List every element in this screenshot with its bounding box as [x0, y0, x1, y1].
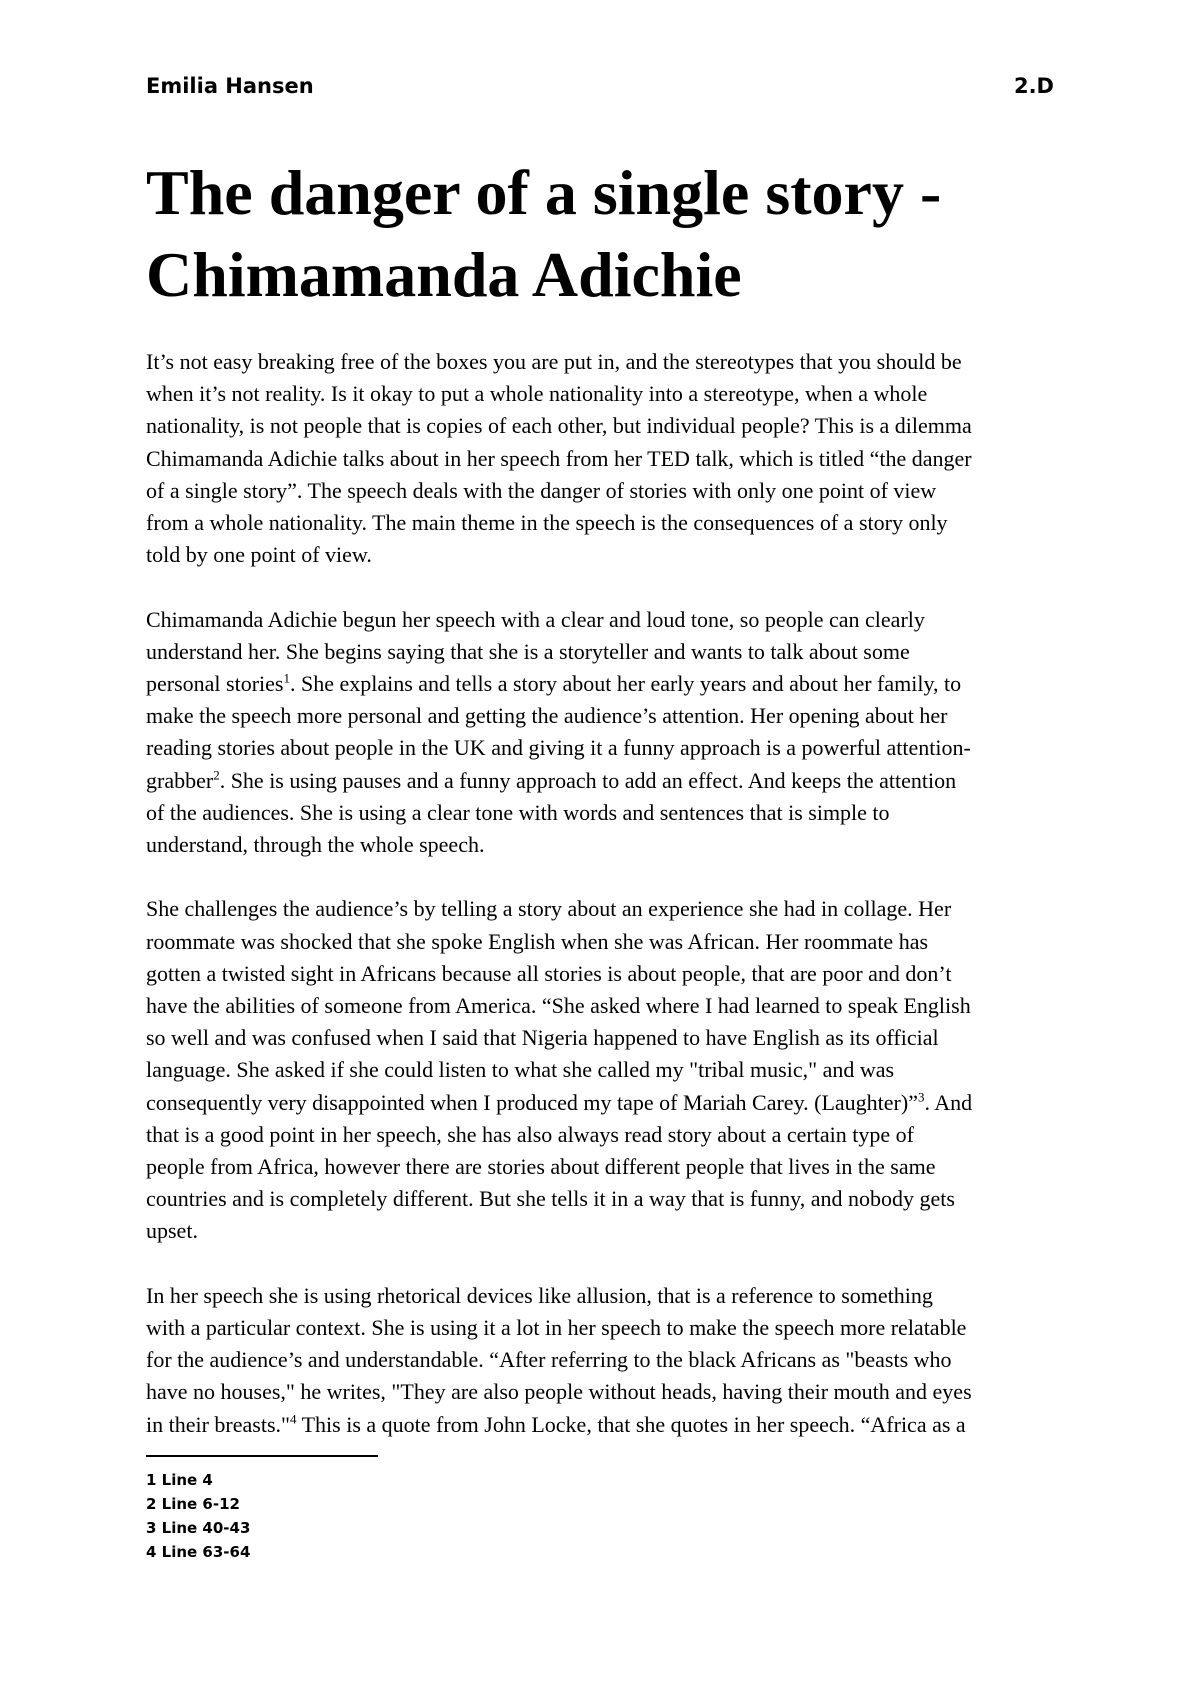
footnote-ref-3: 3 [917, 1089, 925, 1105]
text-segment: . She is using pauses and a funny approach to add an effect. And keeps the attention [219, 767, 957, 793]
footnotes [146, 1468, 250, 1564]
class-label: 2.D [1013, 74, 1054, 98]
text-line: understand, through the whole speech. [146, 832, 485, 858]
footnote-item: 4 Line 63-64 [146, 1543, 251, 1561]
author-name: Emilia Hansen [146, 74, 314, 98]
text-line: It’s not easy breaking free of the boxes you are put in, and the stereotypes that you should be [146, 349, 962, 374]
text-line: people from Africa, however there are stories about different people that lives in the same [146, 1154, 936, 1180]
text-line: of the audiences. She is using a clear tone with words and sentences that is simple to [146, 799, 890, 825]
text-line: when it’s not reality. Is it okay to put a whole nationality into a stereotype, when a whole [146, 381, 928, 407]
text-line: reading stories about people in the UK and giving it a funny approach is a powerful attention- [146, 735, 971, 761]
footnote-separator [146, 1455, 378, 1457]
text-segment: in their breasts." [146, 1411, 290, 1437]
footnote-item: 2 Line 6-12 [146, 1495, 240, 1513]
text-segment: grabber [146, 767, 214, 793]
text-line [146, 668, 1066, 700]
footnote-ref-2: 2 [213, 767, 220, 783]
text-line: make the speech more personal and getting the audience’s attention. Her opening about her [146, 703, 948, 729]
text-line: from a whole nationality. The main theme in the speech is the consequences of a story only [146, 510, 948, 536]
text-line: have the abilities of someone from America. “She asked where I had learned to speak English [146, 993, 971, 1019]
text-line: that is a good point in her speech, she has also always read story about a certain type of [146, 1121, 914, 1147]
title-line-1: The danger of a single story - [146, 157, 942, 228]
text-line: have no houses," he writes, "They are also people without heads, having their mouth and eyes [146, 1379, 972, 1405]
footnote-ref-4: 4 [290, 1411, 297, 1427]
text-line: gotten a twisted sight in Africans because all stories is about people, that are poor and don’t [146, 960, 952, 986]
text-line [146, 765, 1066, 797]
text-line: countries and is completely different. But she tells it in a way that is funny, and nobody gets [146, 1186, 955, 1212]
text-line [146, 1409, 1066, 1441]
text-line: language. She asked if she could listen to what she called my "tribal music," and was [146, 1057, 895, 1083]
text-line: nationality, is not people that is copies of each other, but individual people? This is a dilemma [146, 413, 972, 439]
text-line: with a particular context. She is using it a lot in her speech to make the speech more relatable [146, 1315, 967, 1341]
text-segment: This is a quote from John Locke, that she quotes in her speech. “Africa as a [296, 1411, 966, 1437]
text-line: told by one point of view. [146, 542, 372, 568]
text-line: of a single story”. The speech deals with the danger of stories with only one point of view [146, 477, 937, 503]
paragraph-intro [146, 346, 1066, 571]
footnote-ref-1: 1 [283, 670, 290, 686]
text-line: Chimamanda Adichie begun her speech with a clear and loud tone, so people can clearly [146, 606, 925, 632]
text-segment: . And [924, 1089, 973, 1115]
paragraph-delivery [146, 604, 1066, 862]
document-title [146, 152, 1086, 316]
text-line: so well and was confused when I said that Nigeria happened to have English as its official [146, 1025, 939, 1051]
paragraph-roommate [146, 893, 1066, 1247]
text-segment: personal stories [146, 671, 284, 697]
text-line: She challenges the audience’s by telling a story about an experience she had in collage. Her [146, 896, 952, 922]
text-line: Chimamanda Adichie talks about in her speech from her TED talk, which is titled “the danger [146, 445, 972, 471]
footnote-item: 3 Line 40-43 [146, 1519, 251, 1537]
text-line: for the audience’s and understandable. “After referring to the black Africans as "beasts who [146, 1347, 952, 1373]
text-line: understand her. She begins saying that she is a storyteller and wants to talk about some [146, 638, 910, 664]
footnote-item: 1 Line 4 [146, 1471, 213, 1489]
text-segment: . She explains and tells a story about her early years and about her family, to [289, 671, 962, 697]
text-line: upset. [146, 1218, 198, 1244]
text-line [146, 1087, 1066, 1119]
title-line-2: Chimamanda Adichie [146, 239, 742, 310]
paragraph-rhetoric [146, 1280, 1066, 1441]
page-header [146, 72, 1054, 100]
essay-body [146, 346, 1066, 1473]
text-line: In her speech she is using rhetorical devices like allusion, that is a reference to something [146, 1282, 933, 1308]
text-line: roommate was shocked that she spoke English when she was African. Her roommate has [146, 928, 929, 954]
text-segment: consequently very disappointed when I produced my tape of Mariah Carey. (Laughter)” [146, 1089, 918, 1115]
